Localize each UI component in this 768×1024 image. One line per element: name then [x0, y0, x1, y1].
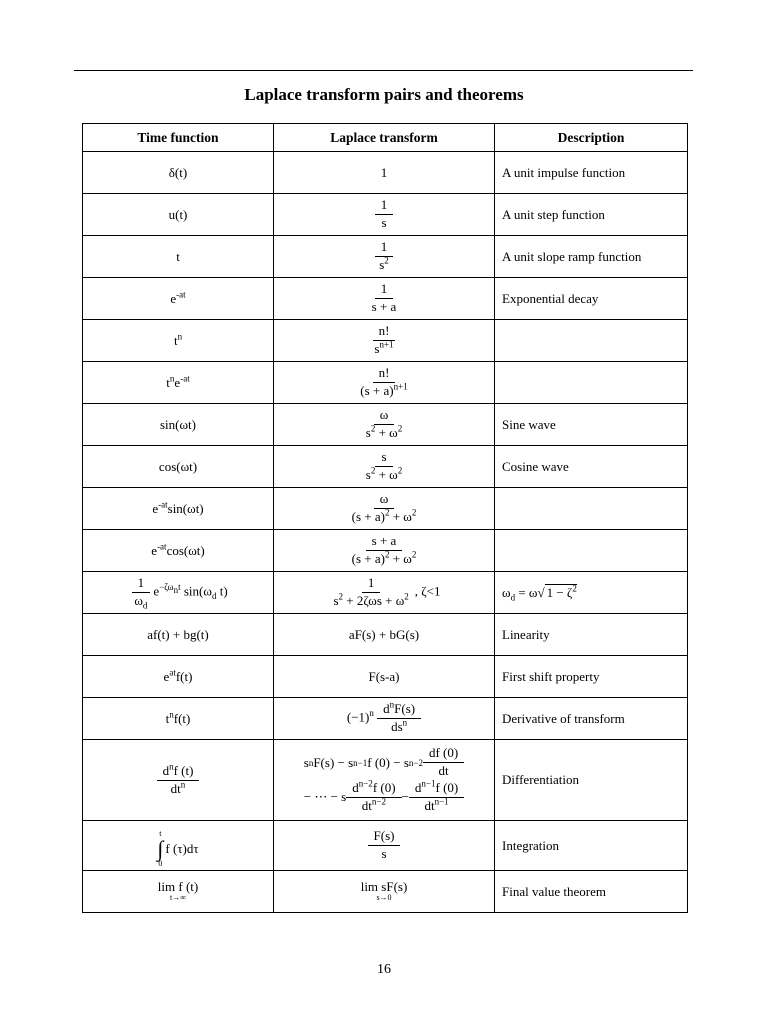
top-rule [74, 70, 693, 71]
time-base: t [166, 374, 170, 390]
den-exponent: 2 [397, 423, 403, 434]
time-cell [83, 871, 274, 913]
l2-minus: − [401, 789, 409, 805]
laplace-table [82, 123, 688, 913]
denominator: dt [438, 763, 449, 779]
table-row [83, 236, 688, 278]
den-base: s [379, 257, 385, 272]
fraction [377, 699, 421, 735]
den-part-a: s [333, 593, 339, 608]
lower-limit: 0 [158, 858, 163, 868]
numerator: n! [373, 366, 396, 383]
fraction [373, 240, 395, 273]
l1-s: s [303, 754, 309, 770]
sqrt-radicand [545, 584, 577, 600]
time-exponent: n [169, 709, 174, 720]
desc-var: ω [502, 584, 511, 600]
denominator: s [381, 215, 387, 230]
laplace-cell [274, 362, 495, 404]
time-base: sin(ωt) [167, 500, 204, 516]
table-row [83, 821, 688, 871]
desc-cell [495, 530, 688, 572]
laplace-cell [274, 194, 495, 236]
den-exponent: 2 [404, 591, 409, 602]
den-exponent: 2 [370, 423, 376, 434]
table-row [83, 152, 688, 194]
time-rest: f(t) [173, 710, 191, 726]
table-row [83, 614, 688, 656]
time-cell: $e^{-at}\cos(\omega t)$ [83, 530, 274, 572]
denominator [346, 509, 423, 525]
numerator [409, 778, 464, 798]
laplace-cell [274, 821, 495, 871]
desc-cell [495, 320, 688, 362]
time-cell: δ(t) [83, 152, 274, 194]
formula-line-2 [303, 778, 464, 814]
desc-cell [495, 362, 688, 404]
header-description: Description [495, 124, 688, 152]
table-row [83, 446, 688, 488]
den-exponent: 2 [338, 591, 344, 602]
table-row [83, 404, 688, 446]
den-part-b: + ω [375, 467, 398, 482]
fraction [360, 450, 408, 483]
formula-stack [274, 746, 494, 814]
numerator: 1 [375, 198, 394, 215]
time-cell [83, 278, 274, 320]
laplace-cell [274, 740, 495, 821]
desc-cell: Integration [495, 821, 688, 871]
time-base: e [163, 668, 170, 684]
upper-limit: t [159, 828, 162, 838]
denominator [354, 383, 413, 399]
fraction [346, 534, 423, 567]
time-fn: sin [183, 583, 200, 599]
limit-expr: lim sF(s) [360, 879, 408, 895]
desc-cell: A unit slope ramp function [495, 236, 688, 278]
den-exponent: 2 [370, 465, 376, 476]
num-exponent: n [389, 699, 395, 710]
laplace-cell [274, 404, 495, 446]
numerator: ω [374, 408, 395, 425]
numerator [346, 778, 401, 798]
laplace-cell [274, 488, 495, 530]
desc-cell: Final value theorem [495, 871, 688, 913]
sign-factor: (−1) [346, 709, 370, 725]
time-base: e [170, 290, 177, 306]
den-exponent: 2 [411, 507, 417, 518]
sign-exponent: n [369, 708, 374, 719]
exp-group [159, 582, 181, 595]
formula-line-1: s n F(s) − s n−1 f (0) − s n−2 $\frac{df (0)}{dt}$ [304, 746, 464, 779]
num-text: f (0) [372, 780, 396, 795]
den-exponent: n−1 [434, 796, 449, 807]
page-number: 16 [377, 962, 391, 977]
num-d: d [383, 701, 390, 717]
exp-var: t [178, 582, 181, 593]
fraction [354, 366, 413, 399]
den-base: s [374, 341, 380, 356]
num-exponent: n−2 [358, 778, 373, 789]
numerator: s [375, 450, 392, 467]
den-exponent: 2 [384, 255, 389, 266]
den-part-a: s [365, 425, 371, 440]
desc-eq: = ω [515, 584, 538, 600]
desc-cell: Sine wave [495, 404, 688, 446]
time-cell: af(t) + bg(t) [83, 614, 274, 656]
time-base-2: e [174, 374, 181, 390]
time-cell: t [83, 236, 274, 278]
fraction [157, 761, 200, 797]
numerator [157, 761, 200, 781]
exp-subscript: n [173, 584, 179, 595]
denominator [418, 798, 454, 814]
header-row [83, 124, 688, 152]
fraction [346, 778, 401, 814]
laplace-cell [274, 320, 495, 362]
laplace-cell [274, 236, 495, 278]
table-row [83, 194, 688, 236]
time-cell [83, 320, 274, 362]
limit [158, 880, 198, 902]
den-part-a: (s + a) [351, 509, 385, 524]
table-row [83, 698, 688, 740]
time-exponent: n [169, 373, 175, 384]
den-exponent: 2 [384, 549, 390, 560]
desc-cell: $\omega_d = \omega√$ $1 - \zeta^2$ [495, 572, 688, 614]
table-row [83, 488, 688, 530]
denominator [327, 593, 414, 609]
laplace-cell [274, 530, 495, 572]
denominator [385, 719, 413, 735]
time-cell: $\frac{1}{\omega_d}$ $e^{-\zeta\omega_nt}$ $\sin(\omega_d$ t) [83, 572, 274, 614]
limit-under: t→∞ [170, 893, 186, 903]
den-base: dt [361, 797, 372, 813]
denominator: s + a [371, 299, 397, 314]
laplace-cell [274, 572, 495, 614]
page-title: Laplace transform pairs and theorems [244, 85, 524, 104]
numerator: F(s) [368, 829, 401, 846]
radicand-exponent: 2 [572, 583, 577, 594]
denominator [360, 467, 408, 483]
laplace-cell [274, 871, 495, 913]
fraction [368, 324, 399, 357]
numerator: n! [373, 324, 396, 341]
limit-under: s→0 [376, 893, 392, 903]
desc-cell: A unit impulse function [495, 152, 688, 194]
fraction [423, 746, 464, 779]
denominator [128, 593, 153, 609]
time-cell [83, 656, 274, 698]
time-cell [83, 362, 274, 404]
laplace-cell [274, 278, 495, 320]
radicand-text: 1 − ζ [546, 584, 573, 600]
time-exponent: at [169, 667, 176, 678]
condition: , ζ<1 [414, 583, 441, 599]
exp-text: −ζω [159, 582, 174, 593]
time-cell: u(t) [83, 194, 274, 236]
time-arg-subscript: d [211, 591, 217, 602]
l1-part-b: F(s) − s [313, 754, 354, 770]
time-exponent: -at [158, 499, 168, 510]
num-exponent: n−1 [421, 778, 436, 789]
desc-cell: Differentiation [495, 740, 688, 821]
table-row [83, 362, 688, 404]
desc-cell: Cosine wave [495, 446, 688, 488]
numerator: 1 [132, 576, 151, 593]
den-part-a: (s + a) [351, 551, 385, 566]
time-cell [83, 740, 274, 821]
den-exponent: n [402, 717, 408, 728]
fraction [128, 576, 153, 609]
desc-cell: Derivative of transform [495, 698, 688, 740]
denominator [360, 425, 408, 441]
laplace-cell: F(s-a) [274, 656, 495, 698]
den-part-a: s [365, 467, 371, 482]
desc-cell [495, 488, 688, 530]
denominator [356, 798, 392, 814]
desc-cell: A unit step function [495, 194, 688, 236]
table-row [83, 656, 688, 698]
numerator: 1 [362, 576, 381, 593]
numerator: s + a [366, 534, 403, 551]
den-subscript: d [142, 600, 148, 611]
fraction [409, 778, 464, 814]
num-text: F(s) [394, 701, 416, 717]
numerator: ω [374, 492, 395, 509]
numerator: df (0) [423, 746, 464, 763]
table-row [83, 278, 688, 320]
time-exponent: -at [157, 541, 167, 552]
den-exponent: 2 [384, 507, 390, 518]
fraction [346, 492, 423, 525]
header-laplace-transform: Laplace transform [274, 124, 495, 152]
den-exponent: n+1 [393, 381, 408, 392]
den-base: dt [424, 797, 435, 813]
den-part-b: + ω [389, 509, 412, 524]
denominator: s [381, 846, 387, 861]
integral [157, 830, 198, 868]
table-row [83, 320, 688, 362]
time-exponent: n [177, 331, 183, 342]
integral-symbol: ∫ [157, 835, 164, 861]
table-row [83, 740, 688, 821]
laplace-cell [274, 698, 495, 740]
den-base: (s + a) [360, 383, 394, 398]
num-exponent: n [169, 761, 174, 772]
den-exponent: 2 [397, 465, 403, 476]
den-exponent: n−2 [371, 796, 386, 807]
fraction [327, 576, 414, 609]
l1-part-c: f (0) − s [367, 754, 409, 770]
time-arg-var: t [216, 583, 224, 599]
denominator [368, 341, 399, 357]
time-cell [83, 821, 274, 871]
num-text: f (t) [173, 762, 194, 778]
fraction [366, 282, 403, 315]
den-base: dt [170, 780, 181, 796]
numerator: 1 [375, 240, 394, 257]
fraction [375, 198, 394, 231]
time-exponent: -at [176, 289, 186, 300]
table-row [83, 871, 688, 913]
integrand: f (τ)dτ [165, 840, 199, 856]
den-part-b: + ω [375, 425, 398, 440]
time-base: cos(ωt) [166, 542, 205, 558]
den-base: ω [134, 593, 143, 608]
numerator: 1 [375, 282, 394, 299]
denominator [165, 781, 192, 797]
laplace-cell: aF(s) + bG(s) [274, 614, 495, 656]
time-exponent-2: -at [180, 373, 190, 384]
desc-cell: First shift property [495, 656, 688, 698]
integral-sign [157, 830, 163, 868]
time-cell: sin(ωt) [83, 404, 274, 446]
den-part-b: + ω [389, 551, 412, 566]
desc-subscript: d [510, 592, 516, 603]
denominator [346, 551, 423, 567]
numerator [377, 699, 421, 719]
desc-cell: Exponential decay [495, 278, 688, 320]
desc-cell: Linearity [495, 614, 688, 656]
num-d: d [162, 762, 170, 778]
limit [361, 880, 408, 902]
den-exponent: n+1 [379, 339, 394, 350]
time-arg: ω [203, 583, 212, 599]
table-row [83, 530, 688, 572]
time-cell [83, 698, 274, 740]
den-part-b: + 2ζωs + ω [343, 593, 405, 608]
table-row [83, 572, 688, 614]
time-base: t [173, 332, 178, 348]
limit-expr: lim f (t) [157, 879, 199, 895]
time-cell: cos(ωt) [83, 446, 274, 488]
laplace-cell [274, 446, 495, 488]
den-exponent: n [180, 779, 186, 790]
num-text: f (0) [435, 780, 459, 795]
den-base: ds [391, 719, 403, 734]
time-rest: f(t) [175, 668, 193, 684]
den-exponent: 2 [411, 549, 417, 560]
num-d: d [414, 780, 422, 795]
denominator [373, 257, 395, 273]
header-time-function: Time function [83, 124, 274, 152]
l2-part-a: − ⋯ − s [303, 789, 347, 805]
num-d: d [352, 780, 359, 795]
fraction [368, 829, 401, 862]
fraction [360, 408, 408, 441]
time-base: t [165, 710, 170, 726]
time-cell: $e^{-at}\sin(\omega t)$ [83, 488, 274, 530]
laplace-cell: 1 [274, 152, 495, 194]
